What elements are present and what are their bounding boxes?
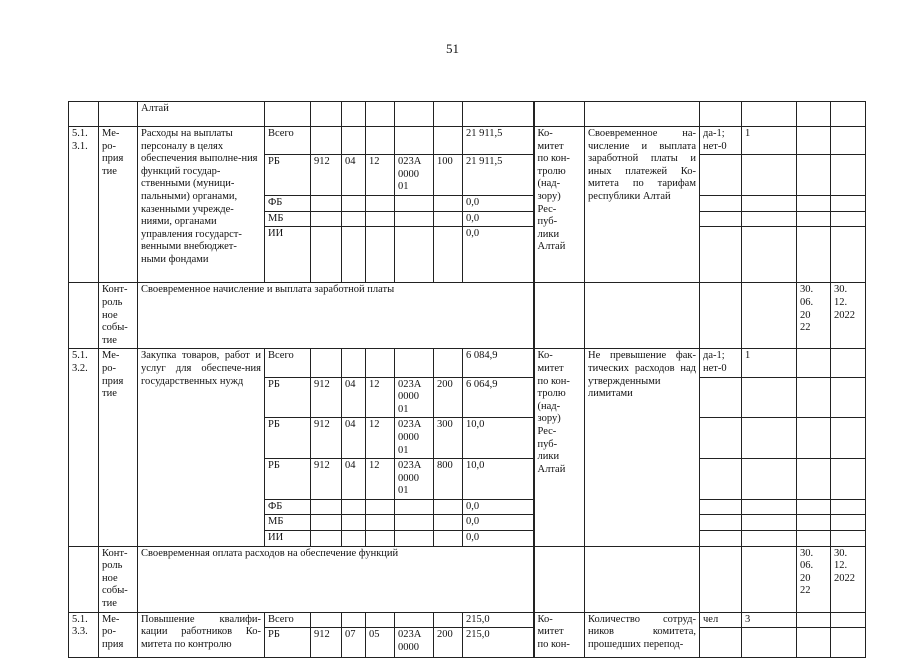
control-date-start: 30. 06. 20 22	[797, 283, 831, 349]
row-number: 5.1. 3.2.	[69, 349, 99, 546]
csr-code: 023А 0000 01	[395, 459, 434, 500]
table-row	[69, 612, 866, 628]
indicator-unit: чел	[700, 612, 742, 628]
vr-code: 300	[434, 418, 463, 459]
budget-source: РБ	[265, 377, 311, 418]
grbs-code: 912	[311, 155, 342, 196]
budget-source: ФБ	[265, 196, 311, 212]
cell-text: Алтай	[138, 102, 265, 127]
rz-code: 04	[342, 155, 366, 196]
budget-source: МБ	[265, 515, 311, 531]
indicator-value: 3	[742, 612, 797, 628]
expected-result: Не превышение фак-тических расходов над утвержденными лимитами	[585, 349, 700, 546]
budget-amount: 215,0	[463, 612, 534, 628]
rz-code: 04	[342, 377, 366, 418]
executor: Ко- митет по кон- тролю (над- зору) Рес- пуб- лики Алтай	[534, 349, 585, 546]
budget-amount: 0,0	[463, 211, 534, 227]
event-name: Расходы на выплаты персоналу в целях обеспечения выполне-ния функций государ-ственными (муници-пальными) органами, казенными учрежде-ниями, органами управления государст-венными внебюджет-ными фондами	[138, 127, 265, 283]
program-table	[68, 101, 866, 658]
control-date-end: 30. 12. 2022	[831, 546, 866, 612]
budget-source: РБ	[265, 459, 311, 500]
pr-code: 12	[366, 418, 395, 459]
pr-code: 12	[366, 155, 395, 196]
pr-code: 12	[366, 459, 395, 500]
vr-code: 200	[434, 377, 463, 418]
grbs-code: 912	[311, 377, 342, 418]
table-row	[69, 283, 866, 349]
budget-source: МБ	[265, 211, 311, 227]
grbs-code: 912	[311, 459, 342, 500]
budget-amount: 0,0	[463, 515, 534, 531]
budget-source: РБ	[265, 628, 311, 658]
page-number: 51	[446, 41, 459, 56]
budget-amount: 6 064,9	[463, 377, 534, 418]
budget-amount: 0,0	[463, 227, 534, 283]
budget-amount: 21 911,5	[463, 127, 534, 155]
executor: Ко- митет по кон- тролю (над- зору) Рес- пуб- лики Алтай	[534, 127, 585, 283]
row-type: Конт- роль ное собы- тие	[99, 546, 138, 612]
rz-code: 04	[342, 418, 366, 459]
event-name: Повышение квалифи-кации работников Ко-митета по контролю	[138, 612, 265, 658]
grbs-code: 912	[311, 628, 342, 658]
row-number: 5.1. 3.3.	[69, 612, 99, 658]
table-row	[69, 349, 866, 377]
csr-code: 023А 0000	[395, 628, 434, 658]
budget-amount: 6 084,9	[463, 349, 534, 377]
row-type: Ме- ро- прия тие	[99, 349, 138, 546]
indicator-unit: да-1; нет-0	[700, 127, 742, 155]
budget-source: ИИ	[265, 227, 311, 283]
vr-code: 100	[434, 155, 463, 196]
rz-code: 04	[342, 459, 366, 500]
table-row	[69, 127, 866, 155]
budget-amount: 21 911,5	[463, 155, 534, 196]
csr-code: 023А 0000 01	[395, 377, 434, 418]
control-event-text: Своевременная оплата расходов на обеспечение функций	[138, 546, 534, 612]
budget-source: ФБ	[265, 499, 311, 515]
vr-code: 200	[434, 628, 463, 658]
budget-source: Всего	[265, 612, 311, 628]
event-name: Закупка товаров, работ и услуг для обеспече-ния государственных нужд	[138, 349, 265, 546]
budget-amount: 215,0	[463, 628, 534, 658]
table-row	[69, 102, 866, 127]
rz-code: 07	[342, 628, 366, 658]
csr-code: 023А 0000 01	[395, 155, 434, 196]
row-type: Конт- роль ное собы- тие	[99, 283, 138, 349]
budget-source: Всего	[265, 127, 311, 155]
budget-source: Всего	[265, 349, 311, 377]
control-event-text: Своевременное начисление и выплата заработной платы	[138, 283, 534, 349]
csr-code: 023А 0000 01	[395, 418, 434, 459]
budget-source: РБ	[265, 418, 311, 459]
budget-amount: 0,0	[463, 499, 534, 515]
budget-amount: 0,0	[463, 531, 534, 547]
vr-code: 800	[434, 459, 463, 500]
expected-result: Своевременное на-числение и выплата заработной платы и иных платежей Ко-митета по тарифам республики Алтай	[585, 127, 700, 283]
grbs-code: 912	[311, 418, 342, 459]
indicator-unit: да-1; нет-0	[700, 349, 742, 377]
executor: Ко- митет по кон-	[534, 612, 585, 658]
indicator-value: 1	[742, 127, 797, 155]
expected-result: Количество сотруд-ников комитета, прошедших перепод-	[585, 612, 700, 658]
budget-source: ИИ	[265, 531, 311, 547]
row-number: 5.1. 3.1.	[69, 127, 99, 283]
pr-code: 05	[366, 628, 395, 658]
indicator-value: 1	[742, 349, 797, 377]
row-type: Ме- ро- прия тие	[99, 127, 138, 283]
control-date-start: 30. 06. 20 22	[797, 546, 831, 612]
budget-amount: 0,0	[463, 196, 534, 212]
budget-source: РБ	[265, 155, 311, 196]
control-date-end: 30. 12. 2022	[831, 283, 866, 349]
pr-code: 12	[366, 377, 395, 418]
table-row	[69, 546, 866, 612]
budget-amount: 10,0	[463, 418, 534, 459]
row-type: Ме- ро- прия	[99, 612, 138, 658]
budget-amount: 10,0	[463, 459, 534, 500]
